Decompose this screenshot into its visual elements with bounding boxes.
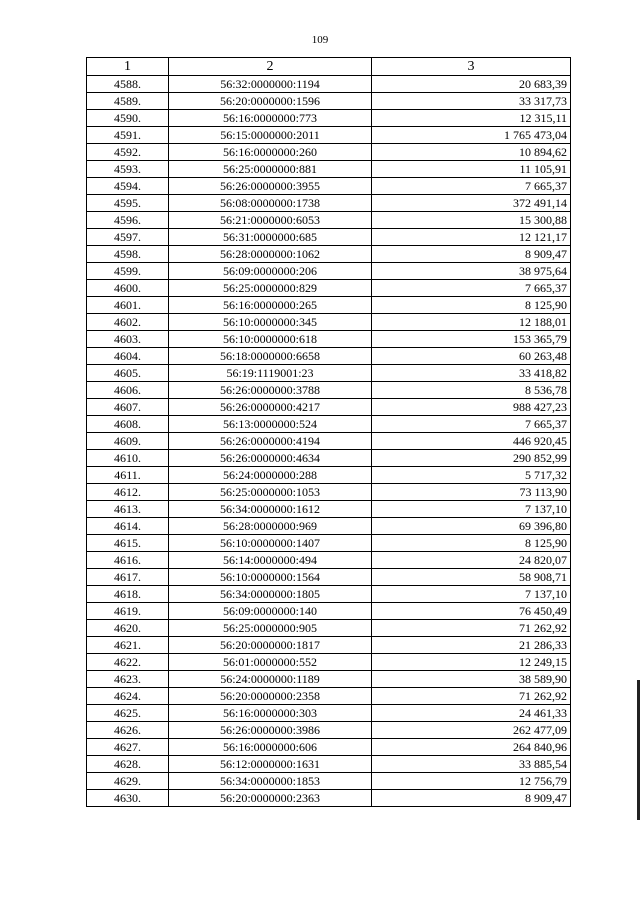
table-row [87,212,571,229]
cadastral-number: 56:26:0000000:4634 [169,450,372,467]
table-row [87,467,571,484]
amount-value: 73 113,90 [372,484,571,501]
amount-value: 7 665,37 [372,178,571,195]
amount-value: 12 315,11 [372,110,571,127]
amount-value: 24 461,33 [372,705,571,722]
table-row [87,671,571,688]
row-number: 4628. [87,756,169,773]
table-row [87,246,571,263]
table-row [87,416,571,433]
row-number: 4622. [87,654,169,671]
cadastral-number: 56:16:0000000:260 [169,144,372,161]
table-row [87,637,571,654]
row-number: 4625. [87,705,169,722]
row-number: 4619. [87,603,169,620]
table-row [87,297,571,314]
amount-value: 10 894,62 [372,144,571,161]
cadastral-number: 56:25:0000000:1053 [169,484,372,501]
cadastral-number: 56:28:0000000:1062 [169,246,372,263]
row-number: 4620. [87,620,169,637]
row-number: 4596. [87,212,169,229]
table-row [87,790,571,807]
table-row [87,229,571,246]
table-header [87,58,571,76]
amount-value: 69 396,80 [372,518,571,535]
table-row [87,280,571,297]
row-number: 4621. [87,637,169,654]
cadastral-number: 56:16:0000000:606 [169,739,372,756]
table-row [87,76,571,93]
cadastral-number: 56:09:0000000:140 [169,603,372,620]
amount-value: 8 125,90 [372,535,571,552]
cadastral-number: 56:16:0000000:773 [169,110,372,127]
amount-value: 12 121,17 [372,229,571,246]
row-number: 4630. [87,790,169,807]
row-number: 4615. [87,535,169,552]
amount-value: 372 491,14 [372,195,571,212]
table-row [87,144,571,161]
row-number: 4600. [87,280,169,297]
table-row [87,569,571,586]
row-number: 4607. [87,399,169,416]
amount-value: 8 125,90 [372,297,571,314]
table-row [87,110,571,127]
table-row [87,722,571,739]
row-number: 4605. [87,365,169,382]
table-row [87,501,571,518]
row-number: 4629. [87,773,169,790]
cadastral-number: 56:34:0000000:1853 [169,773,372,790]
amount-value: 38 975,64 [372,263,571,280]
row-number: 4616. [87,552,169,569]
row-number: 4602. [87,314,169,331]
row-number: 4613. [87,501,169,518]
table-row [87,314,571,331]
cadastral-number: 56:21:0000000:6053 [169,212,372,229]
data-table [86,57,571,807]
row-number: 4603. [87,331,169,348]
amount-value: 76 450,49 [372,603,571,620]
cadastral-number: 56:01:0000000:552 [169,654,372,671]
amount-value: 11 105,91 [372,161,571,178]
row-number: 4590. [87,110,169,127]
cadastral-number: 56:34:0000000:1805 [169,586,372,603]
row-number: 4624. [87,688,169,705]
cadastral-number: 56:10:0000000:618 [169,331,372,348]
table-row [87,263,571,280]
cadastral-number: 56:25:0000000:881 [169,161,372,178]
amount-value: 24 820,07 [372,552,571,569]
cadastral-number: 56:25:0000000:905 [169,620,372,637]
table-row [87,348,571,365]
column-header-3: 3 [372,58,571,76]
cadastral-number: 56:24:0000000:288 [169,467,372,484]
row-number: 4599. [87,263,169,280]
table-row [87,705,571,722]
table-row [87,127,571,144]
table-row [87,433,571,450]
cadastral-number: 56:31:0000000:685 [169,229,372,246]
cadastral-number: 56:16:0000000:303 [169,705,372,722]
cadastral-number: 56:26:0000000:3955 [169,178,372,195]
row-number: 4593. [87,161,169,178]
table-row [87,756,571,773]
table-row [87,484,571,501]
header-row [87,58,571,76]
amount-value: 33 317,73 [372,93,571,110]
table-row [87,93,571,110]
amount-value: 446 920,45 [372,433,571,450]
table-row [87,552,571,569]
row-number: 4595. [87,195,169,212]
cadastral-number: 56:24:0000000:1189 [169,671,372,688]
amount-value: 7 665,37 [372,416,571,433]
cadastral-number: 56:08:0000000:1738 [169,195,372,212]
cadastral-number: 56:14:0000000:494 [169,552,372,569]
row-number: 4598. [87,246,169,263]
cadastral-number: 56:32:0000000:1194 [169,76,372,93]
table-row [87,382,571,399]
row-number: 4601. [87,297,169,314]
amount-value: 7 137,10 [372,586,571,603]
amount-value: 71 262,92 [372,688,571,705]
amount-value: 12 756,79 [372,773,571,790]
row-number: 4597. [87,229,169,246]
table-row [87,586,571,603]
page-number: 109 [311,34,329,46]
amount-value: 58 908,71 [372,569,571,586]
amount-value: 12 188,01 [372,314,571,331]
amount-value: 33 418,82 [372,365,571,382]
amount-value: 15 300,88 [372,212,571,229]
row-number: 4589. [87,93,169,110]
cadastral-number: 56:15:0000000:2011 [169,127,372,144]
cadastral-number: 56:20:0000000:1596 [169,93,372,110]
amount-value: 153 365,79 [372,331,571,348]
row-number: 4591. [87,127,169,144]
row-number: 4608. [87,416,169,433]
row-number: 4618. [87,586,169,603]
cadastral-number: 56:13:0000000:524 [169,416,372,433]
column-header-2: 2 [169,58,372,76]
cadastral-number: 56:26:0000000:3788 [169,382,372,399]
table-row [87,365,571,382]
cadastral-number: 56:20:0000000:1817 [169,637,372,654]
table-row [87,773,571,790]
row-number: 4612. [87,484,169,501]
amount-value: 38 589,90 [372,671,571,688]
table-row [87,603,571,620]
cadastral-number: 56:10:0000000:1564 [169,569,372,586]
row-number: 4592. [87,144,169,161]
cadastral-number: 56:34:0000000:1612 [169,501,372,518]
amount-value: 21 286,33 [372,637,571,654]
row-number: 4614. [87,518,169,535]
table-row [87,688,571,705]
amount-value: 290 852,99 [372,450,571,467]
amount-value: 262 477,09 [372,722,571,739]
cadastral-number: 56:20:0000000:2363 [169,790,372,807]
table-row [87,518,571,535]
amount-value: 1 765 473,04 [372,127,571,144]
column-header-1: 1 [87,58,169,76]
cadastral-number: 56:19:1119001:23 [169,365,372,382]
amount-value: 12 249,15 [372,654,571,671]
row-number: 4588. [87,76,169,93]
cadastral-number: 56:10:0000000:1407 [169,535,372,552]
table-row [87,399,571,416]
row-number: 4610. [87,450,169,467]
amount-value: 71 262,92 [372,620,571,637]
row-number: 4604. [87,348,169,365]
row-number: 4617. [87,569,169,586]
amount-value: 264 840,96 [372,739,571,756]
amount-value: 5 717,32 [372,467,571,484]
amount-value: 60 263,48 [372,348,571,365]
cadastral-number: 56:25:0000000:829 [169,280,372,297]
cadastral-number: 56:20:0000000:2358 [169,688,372,705]
amount-value: 7 665,37 [372,280,571,297]
table-row [87,195,571,212]
cadastral-number: 56:10:0000000:345 [169,314,372,331]
cadastral-number: 56:09:0000000:206 [169,263,372,280]
table-row [87,450,571,467]
row-number: 4606. [87,382,169,399]
cadastral-number: 56:12:0000000:1631 [169,756,372,773]
cadastral-number: 56:26:0000000:3986 [169,722,372,739]
row-number: 4611. [87,467,169,484]
row-number: 4623. [87,671,169,688]
row-number: 4594. [87,178,169,195]
amount-value: 8 909,47 [372,790,571,807]
cadastral-number: 56:18:0000000:6658 [169,348,372,365]
table-row [87,739,571,756]
table-row [87,620,571,637]
row-number: 4609. [87,433,169,450]
amount-value: 988 427,23 [372,399,571,416]
amount-value: 20 683,39 [372,76,571,93]
table-row [87,161,571,178]
table-body [87,76,571,807]
table-row [87,654,571,671]
cadastral-number: 56:16:0000000:265 [169,297,372,314]
cadastral-number: 56:26:0000000:4194 [169,433,372,450]
row-number: 4626. [87,722,169,739]
cadastral-number: 56:28:0000000:969 [169,518,372,535]
amount-value: 33 885,54 [372,756,571,773]
amount-value: 8 909,47 [372,246,571,263]
cadastral-number: 56:26:0000000:4217 [169,399,372,416]
table-row [87,331,571,348]
amount-value: 7 137,10 [372,501,571,518]
table-row [87,535,571,552]
row-number: 4627. [87,739,169,756]
amount-value: 8 536,78 [372,382,571,399]
table-row [87,178,571,195]
